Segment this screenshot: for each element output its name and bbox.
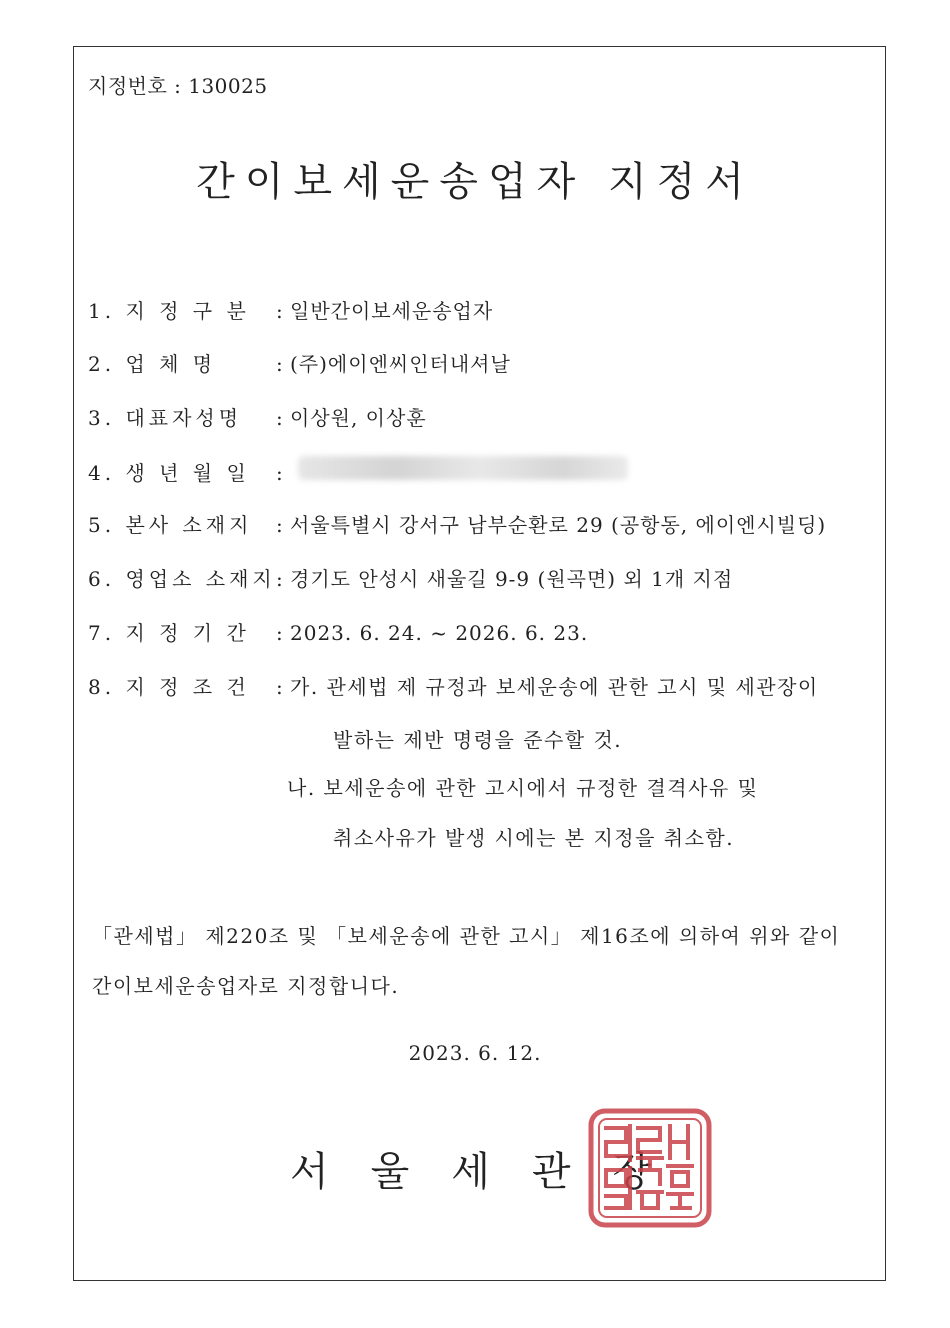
field-row-branch-office: 6. 영업소 소재지 : 경기도 안성시 새울길 9-9 (원곡면) 외 1개 지점 — [88, 563, 733, 592]
condition-b-continued: 취소사유가 발생 시에는 본 지정을 취소함. — [333, 826, 735, 850]
field-row-conditions: 8. 지 정 조 건 : 가. 관세법 제 규정과 보세운송에 관한 고시 및 세관장이 — [88, 671, 819, 700]
field-value: (주)에이엔씨인터내셔날 — [290, 352, 511, 376]
field-value: 서울특별시 강서구 남부순환로 29 (공항동, 에이엔시빌딩) — [290, 513, 827, 537]
document-title: 간이보세운송업자 지정서 — [196, 159, 754, 205]
condition-a-continued: 발하는 제반 명령을 준수할 것. — [333, 728, 623, 752]
issue-date: 2023. 6. 12. — [408, 1041, 542, 1065]
field-label: 4. 생 년 월 일 — [88, 461, 250, 485]
field-row-birthdate: 4. 생 년 월 일 : — [88, 456, 628, 486]
field-label: 2. 업 체 명 — [88, 352, 217, 376]
field-value: 일반간이보세운송업자 — [290, 299, 494, 323]
field-row-period: 7. 지 정 기 간 : 2023. 6. 24. ~ 2026. 6. 23. — [88, 617, 588, 646]
field-label: 1. 지 정 구 분 — [88, 299, 250, 323]
registration-number: 지정번호 : 130025 — [88, 74, 268, 98]
field-value: 경기도 안성시 새울길 9-9 (원곡면) 외 1개 지점 — [290, 567, 734, 591]
document-border — [73, 46, 886, 1281]
field-row-company-name: 2. 업 체 명 : (주)에이엔씨인터내셔날 — [88, 348, 511, 377]
field-row-designation-type: 1. 지 정 구 분 : 일반간이보세운송업자 — [88, 295, 493, 324]
field-value: 가. 관세법 제 규정과 보세운송에 관한 고시 및 세관장이 — [290, 675, 819, 699]
field-row-head-office: 5. 본사 소재지 : 서울특별시 강서구 남부순환로 29 (공항동, 에이엔시빌딩) — [88, 509, 826, 538]
field-value: 이상원, 이상훈 — [290, 406, 427, 430]
legal-basis-line-1: 「관세법」 제220조 및 「보세운송에 관한 고시」 제16조에 의하여 위와 같이 — [92, 924, 841, 948]
field-label: 6. 영업소 소재지 — [88, 567, 276, 591]
field-row-representative: 3. 대표자성명 : 이상원, 이상훈 — [88, 402, 427, 431]
field-label: 8. 지 정 조 건 — [88, 675, 250, 699]
redacted-value — [298, 456, 628, 480]
field-value: 2023. 6. 24. ~ 2026. 6. 23. — [290, 621, 589, 645]
official-seal-icon — [588, 1108, 712, 1228]
field-label: 7. 지 정 기 간 — [88, 621, 250, 645]
legal-basis-line-2: 간이보세운송업자로 지정합니다. — [92, 974, 400, 998]
condition-b: 나. 보세운송에 관한 고시에서 규정한 결격사유 및 — [287, 776, 759, 800]
field-label: 3. 대표자성명 — [88, 406, 243, 430]
field-label: 5. 본사 소재지 — [88, 513, 253, 537]
issuer-name: 서울세관장 — [290, 1149, 694, 1195]
